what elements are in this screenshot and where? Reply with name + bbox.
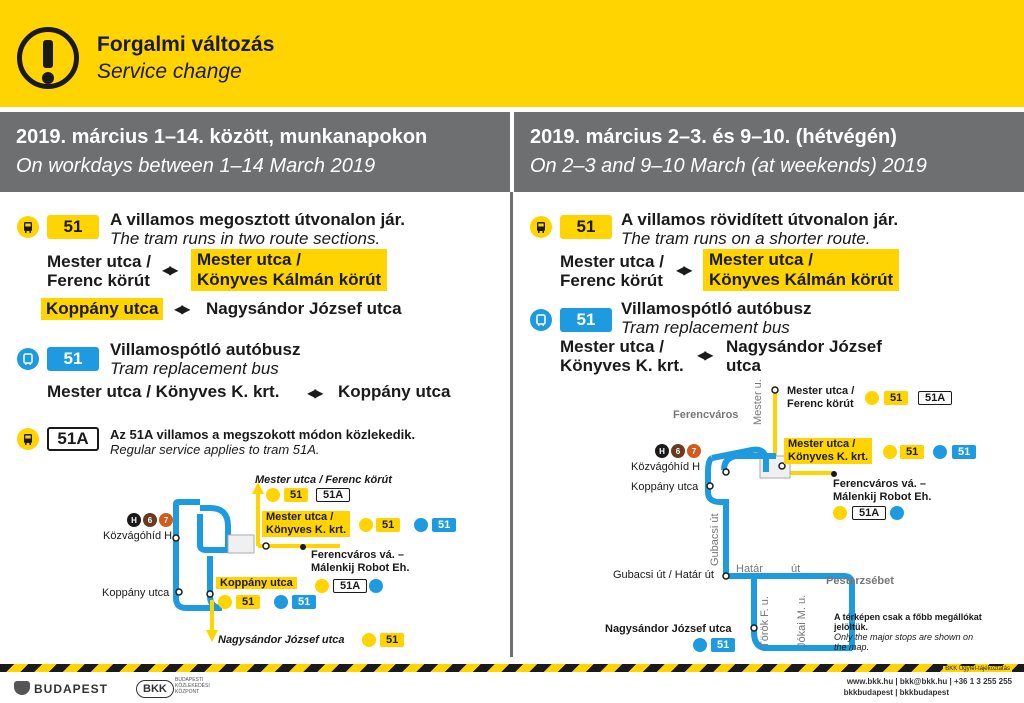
left-map-stop-kk [262, 511, 350, 537]
left-bus-hu: Villamospótló autóbusz [110, 340, 301, 359]
period-left-hu: 2019. március 1–14. között, munkanapokon [16, 126, 428, 148]
bkk-sub-line1: BUDAPESTI [175, 677, 204, 683]
left-sec2-to: Nagysándor József utca [206, 299, 402, 318]
column-divider [510, 192, 513, 657]
bus-icon [414, 518, 428, 532]
right-bus-to-line2: utca [726, 356, 761, 375]
right-map-district-fv: Ferencváros [673, 409, 739, 421]
right-map-stop-fv-line1: Ferencváros vá. – [833, 478, 926, 490]
tram-7-icon: 7 [159, 513, 173, 527]
map-badge-51: 51 [376, 518, 400, 532]
left-map-stop-fv-line2: Málenkij Robot Eh. [311, 562, 410, 574]
right-sec-to [703, 249, 899, 291]
map-badge-bus-51: 51 [711, 638, 735, 652]
right-sec-to-line1: Mester utca / [709, 250, 813, 269]
map-badge-51: 51 [884, 391, 908, 405]
right-bus-hu: Villamospótló autóbusz [621, 299, 812, 318]
left-sec2-from: Koppány utca [41, 298, 163, 320]
bkk-logo: BKK [136, 680, 174, 698]
left-bus-route-from: Mester utca / Könyves K. krt. [47, 382, 280, 401]
map-badge-51: 51 [380, 633, 404, 647]
bkk-sub-line3: KÖZPONT [175, 689, 200, 695]
tram-icon [17, 428, 39, 450]
left-sec1-to-line2: Könyves Kálmán körút [197, 270, 382, 289]
right-tram-hu: A villamos rövidített útvonalon jár. [621, 210, 899, 229]
period-right [514, 112, 1024, 192]
left-51a-hu: Az 51A villamos a megszokott módon közlekedik. [110, 427, 416, 442]
right-map-street-hatar2: út [791, 563, 801, 575]
bus-icon [530, 309, 552, 331]
tram-icon [315, 579, 329, 593]
bus-line-badge: 51 [47, 347, 99, 371]
map-badge-51: 51 [236, 595, 260, 609]
right-map-stop-kk-line2: Könyves K. krt. [788, 451, 869, 463]
left-tram-hu: A villamos megosztott útvonalon jár. [110, 210, 406, 229]
period-right-en: On 2–3 and 9–10 March (at weekends) 2019 [530, 155, 927, 177]
tram-51a-badge: 51A [47, 427, 99, 451]
header-banner [0, 0, 1024, 107]
page-subtitle: Service change [97, 60, 242, 83]
left-bus-en: Tram replacement bus [110, 359, 279, 378]
right-bus-to-line1: Nagysándor József [726, 337, 882, 356]
period-right-hu: 2019. március 2–3. és 9–10. (hétvégén) [530, 126, 897, 148]
double-arrow-icon: ◀▶ [162, 263, 177, 277]
right-sec-from [560, 252, 664, 290]
right-map-stop-gh: Gubacsi út / Határ út [613, 569, 714, 581]
double-arrow-icon: ◀▶ [174, 302, 189, 316]
left-map-stop-kk-line2: Könyves K. krt. [266, 524, 347, 536]
right-sec-from-line2: Ferenc körút [560, 271, 663, 290]
map-badge-bus-51: 51 [432, 518, 456, 532]
left-map-stop-kopp-hl: Koppány utca [216, 577, 297, 589]
left-bus-route-to: Koppány utca [338, 382, 451, 401]
right-map-street-mester: Mester u. [752, 379, 764, 425]
footer [0, 672, 1024, 703]
left-tram-en: The tram runs in two route sections. [110, 229, 381, 248]
right-bus-to [726, 337, 882, 375]
right-sec-from-line1: Mester utca / [560, 252, 664, 271]
left-sec1-from-line2: Ferenc körút [47, 271, 150, 290]
bkk-sub-line2: KÖZLEKEDÉSI [175, 683, 210, 689]
right-map-district-pe: Pesterzsébet [826, 575, 894, 587]
arrow-icon [206, 630, 218, 642]
copyright-note: BKK Ügyfél-tájékoztatás [945, 666, 1010, 672]
map-badge-51a: 51A [316, 488, 350, 502]
tram-icon [218, 595, 232, 609]
right-map-stop-kopp: Koppány utca [631, 481, 699, 493]
map-badge-51: 51 [284, 488, 308, 502]
right-map-note-en: Only the major stops are shown on the map. [834, 632, 974, 652]
budapest-coat-icon [14, 681, 30, 695]
page-title: Forgalmi változás [97, 33, 275, 56]
right-map-stop-fv [833, 478, 931, 504]
left-map-stop-fv-line1: Ferencváros vá. – [311, 549, 404, 561]
metro-h-icon: H [655, 444, 669, 458]
left-sec1-from-line1: Mester utca / [47, 252, 151, 271]
left-map-stop-kozv: Közvágóhíd H [103, 530, 173, 542]
bus-line-badge: 51 [560, 308, 612, 332]
tram-icon [883, 445, 897, 459]
right-bus-from [560, 337, 684, 375]
map-badge-51a: 51A [918, 391, 952, 405]
right-map-stop-kk [784, 438, 872, 464]
metro-h-icon: H [127, 513, 141, 527]
right-bus-from-line2: Könyves K. krt. [560, 356, 684, 375]
period-left [0, 112, 510, 192]
right-map-street-hatar1: Határ [736, 563, 763, 575]
left-sec1-to [191, 249, 387, 291]
left-map-stop-kk-line1: Mester utca / [266, 511, 334, 523]
right-map-stop-top-line1: Mester utca / [787, 385, 855, 397]
tram-icon [865, 391, 879, 405]
bus-icon [693, 638, 707, 652]
map-badge-bus-51: 51 [292, 595, 316, 609]
right-map-street-gubacsi: Gubacsi út [709, 513, 721, 566]
tram-icon [359, 518, 373, 532]
map-badge-51a: 51A [852, 506, 886, 520]
map-badge-51a: 51A [333, 579, 367, 593]
right-map-stop-kozv: Közvágóhíd H [631, 461, 701, 473]
tram-line-badge: 51 [560, 215, 612, 239]
left-map-stop-top: Mester utca / Ferenc körút [255, 474, 392, 486]
right-map-stop-top-line2: Ferenc körút [787, 398, 854, 410]
right-map-street-jokai: Jókai M. u. [796, 594, 808, 648]
right-map-stop-top [787, 385, 854, 411]
double-arrow-icon: ◀▶ [307, 386, 322, 400]
tram-icon [266, 488, 280, 502]
bus-icon [17, 348, 39, 370]
right-sec-to-line2: Könyves Kálmán körút [709, 270, 894, 289]
right-map-note-hu: A térképen csak a főbb megállókat jelöltük. [834, 612, 982, 632]
warning-icon [17, 27, 79, 89]
hazard-stripe [0, 664, 1024, 672]
map-badge-bus-51: 51 [952, 445, 976, 459]
right-bus-en: Tram replacement bus [621, 318, 790, 337]
right-bus-from-line1: Mester utca / [560, 337, 664, 356]
left-route-map [0, 460, 510, 660]
budapest-logo: BUDAPEST [34, 682, 109, 696]
tram-icon [530, 216, 552, 238]
footer-contact[interactable]: www.bkk.hu | bkk@bkk.hu | +36 1 3 255 255 [846, 677, 1012, 686]
double-arrow-icon: ◀▶ [697, 348, 712, 362]
left-51a-en: Regular service applies to tram 51A. [110, 442, 320, 457]
tram-6-icon: 6 [671, 444, 685, 458]
right-map-stop-fv-line2: Málenkij Robot Eh. [833, 491, 932, 503]
tram-line-badge: 51 [47, 215, 99, 239]
left-map-stop-fv [311, 549, 409, 575]
tram-7-icon: 7 [687, 444, 701, 458]
left-sec1-from [47, 252, 151, 290]
bus-route-line [200, 508, 228, 548]
left-sec1-to-line1: Mester utca / [197, 250, 301, 269]
tram-icon [833, 506, 847, 520]
right-tram-en: The tram runs on a shorter route. [621, 229, 871, 248]
right-map-stop-kk-line1: Mester utca / [788, 438, 856, 450]
bus-icon [369, 579, 383, 593]
map-badge-51: 51 [900, 445, 924, 459]
left-map-stop-kopp: Koppány utca [102, 587, 170, 599]
tram-icon [362, 633, 376, 647]
bus-icon [933, 445, 947, 459]
right-map-stop-nagy: Nagysándor József utca [605, 623, 732, 635]
right-map-street-torok: Török F. u. [759, 596, 771, 648]
bkk-sub [175, 677, 210, 695]
footer-social[interactable]: bkkbudapest | bkkbudapest [843, 688, 949, 697]
left-map-stop-nagy: Nagysándor József utca [218, 634, 345, 646]
double-arrow-icon: ◀▶ [676, 263, 691, 277]
period-left-en: On workdays between 1–14 March 2019 [16, 155, 376, 177]
tram-icon [17, 216, 39, 238]
tram-6-icon: 6 [143, 513, 157, 527]
bus-icon [890, 506, 904, 520]
bus-icon [274, 595, 288, 609]
